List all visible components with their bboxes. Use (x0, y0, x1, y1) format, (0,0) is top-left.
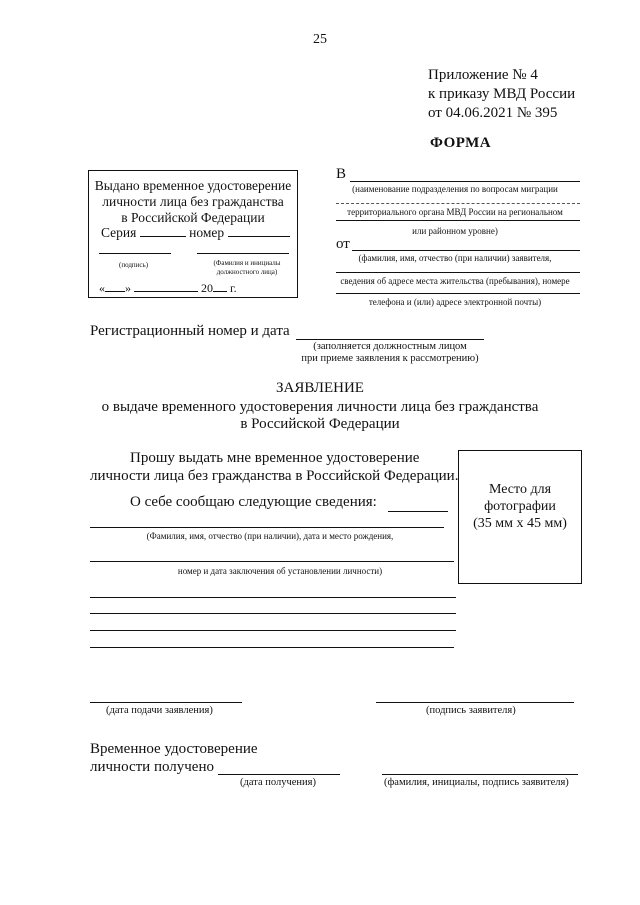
date-open-quote: « (99, 281, 105, 295)
registration-label: Регистрационный номер и дата (90, 323, 290, 339)
stamp-line-3: в Российской Федерации (121, 210, 265, 225)
to-field-2[interactable] (336, 203, 580, 204)
date-close-quote: » (125, 281, 131, 295)
appendix-block (428, 66, 575, 123)
info-field-4[interactable] (90, 597, 456, 598)
request-line-3: О себе сообщаю следующие сведения: (130, 494, 377, 510)
info-field-7[interactable] (90, 647, 454, 648)
addressee-caption-2: территориального органа МВД России на региональном (347, 207, 563, 217)
stamp-year-suffix: г. (230, 281, 237, 295)
from-label: от (336, 236, 350, 252)
stamp-name-caption-1: (Фамилия и инициалы (213, 259, 281, 267)
received-date-field[interactable] (218, 774, 340, 775)
page-number: 25 (313, 32, 327, 47)
applicant-signature-field[interactable] (376, 702, 574, 703)
registration-caption-2: при приеме заявления к рассмотрению) (301, 353, 479, 364)
applicant-signature-caption: (подпись заявителя) (426, 705, 516, 716)
request-line-2: личности лица без гражданства в Российской Федерации. (90, 468, 459, 484)
registration-caption-1: (заполняется должностным лицом (313, 341, 467, 352)
series-label: Серия (101, 225, 137, 240)
application-date-caption: (дата подачи заявления) (106, 705, 213, 716)
received-line-2: личности получено (90, 759, 214, 775)
to-field-3[interactable] (336, 220, 580, 221)
form-label: ФОРМА (430, 135, 492, 151)
from-field-3[interactable] (336, 293, 580, 294)
received-name-caption: (фамилия, инициалы, подпись заявителя) (384, 777, 569, 788)
info-field-3[interactable] (90, 561, 454, 562)
issuance-stamp-box (88, 170, 298, 298)
stamp-signature-line[interactable] (99, 253, 171, 254)
photo-placeholder (458, 450, 582, 584)
photo-line-3: (35 мм х 45 мм) (473, 516, 567, 531)
application-date-field[interactable] (90, 702, 242, 703)
request-caption-1: (Фамилия, имя, отчество (при наличии), дата и место рождения, (146, 531, 394, 541)
stamp-day-field[interactable] (105, 291, 125, 292)
photo-line-1: Место для (488, 482, 552, 497)
request-line-1: Прошу выдать мне временное удостоверение (130, 450, 420, 466)
registration-field[interactable] (296, 339, 484, 340)
document-subtitle-1: о выдаче временного удостоверения личности лица без гражданства (101, 399, 539, 415)
addressee-caption-6: телефона и (или) адресе электронной почты) (368, 297, 542, 307)
info-field-2[interactable] (90, 527, 444, 528)
appendix-line-1: Приложение № 4 (428, 67, 538, 83)
appendix-line-3: от 04.06.2021 № 395 (428, 105, 558, 121)
addressee-caption-1: (наименование подразделения по вопросам миграции (352, 184, 558, 194)
to-label: В (336, 166, 347, 182)
stamp-month-field[interactable] (134, 291, 198, 292)
stamp-signature-caption: (подпись) (119, 261, 149, 269)
received-line-1: Временное удостоверение (90, 741, 258, 757)
stamp-line-1: Выдано временное удостоверение (94, 178, 292, 193)
stamp-name-caption-2: должностного лица) (216, 268, 278, 276)
document-title: ЗАЯВЛЕНИЕ (276, 380, 364, 396)
addressee-caption-5: сведения об адресе места жительства (пребывания), номере (340, 276, 570, 286)
number-label: номер (189, 225, 225, 240)
stamp-name-line[interactable] (197, 253, 289, 254)
photo-line-2: фотографии (484, 499, 556, 514)
request-caption-2: номер и дата заключения об установлении личности) (177, 566, 383, 576)
stamp-year-field[interactable] (213, 291, 227, 292)
info-field-1[interactable] (388, 511, 448, 512)
series-field[interactable] (140, 236, 186, 237)
from-field-2[interactable] (336, 272, 580, 273)
addressee-caption-4: (фамилия, имя, отчество (при наличии) заявителя, (358, 253, 552, 263)
received-date-caption: (дата получения) (240, 777, 316, 788)
stamp-line-2: личности лица без гражданства (102, 194, 284, 209)
info-field-5[interactable] (90, 613, 456, 614)
number-field[interactable] (228, 236, 290, 237)
from-field[interactable] (352, 250, 580, 251)
stamp-year: 20 (201, 281, 213, 295)
appendix-line-2: к приказу МВД России (428, 86, 576, 102)
to-field[interactable] (350, 181, 580, 182)
document-subtitle-2: в Российской Федерации (240, 416, 400, 432)
received-name-field[interactable] (382, 774, 578, 775)
addressee-caption-3: или районном уровне) (412, 226, 498, 236)
info-field-6[interactable] (90, 630, 456, 631)
